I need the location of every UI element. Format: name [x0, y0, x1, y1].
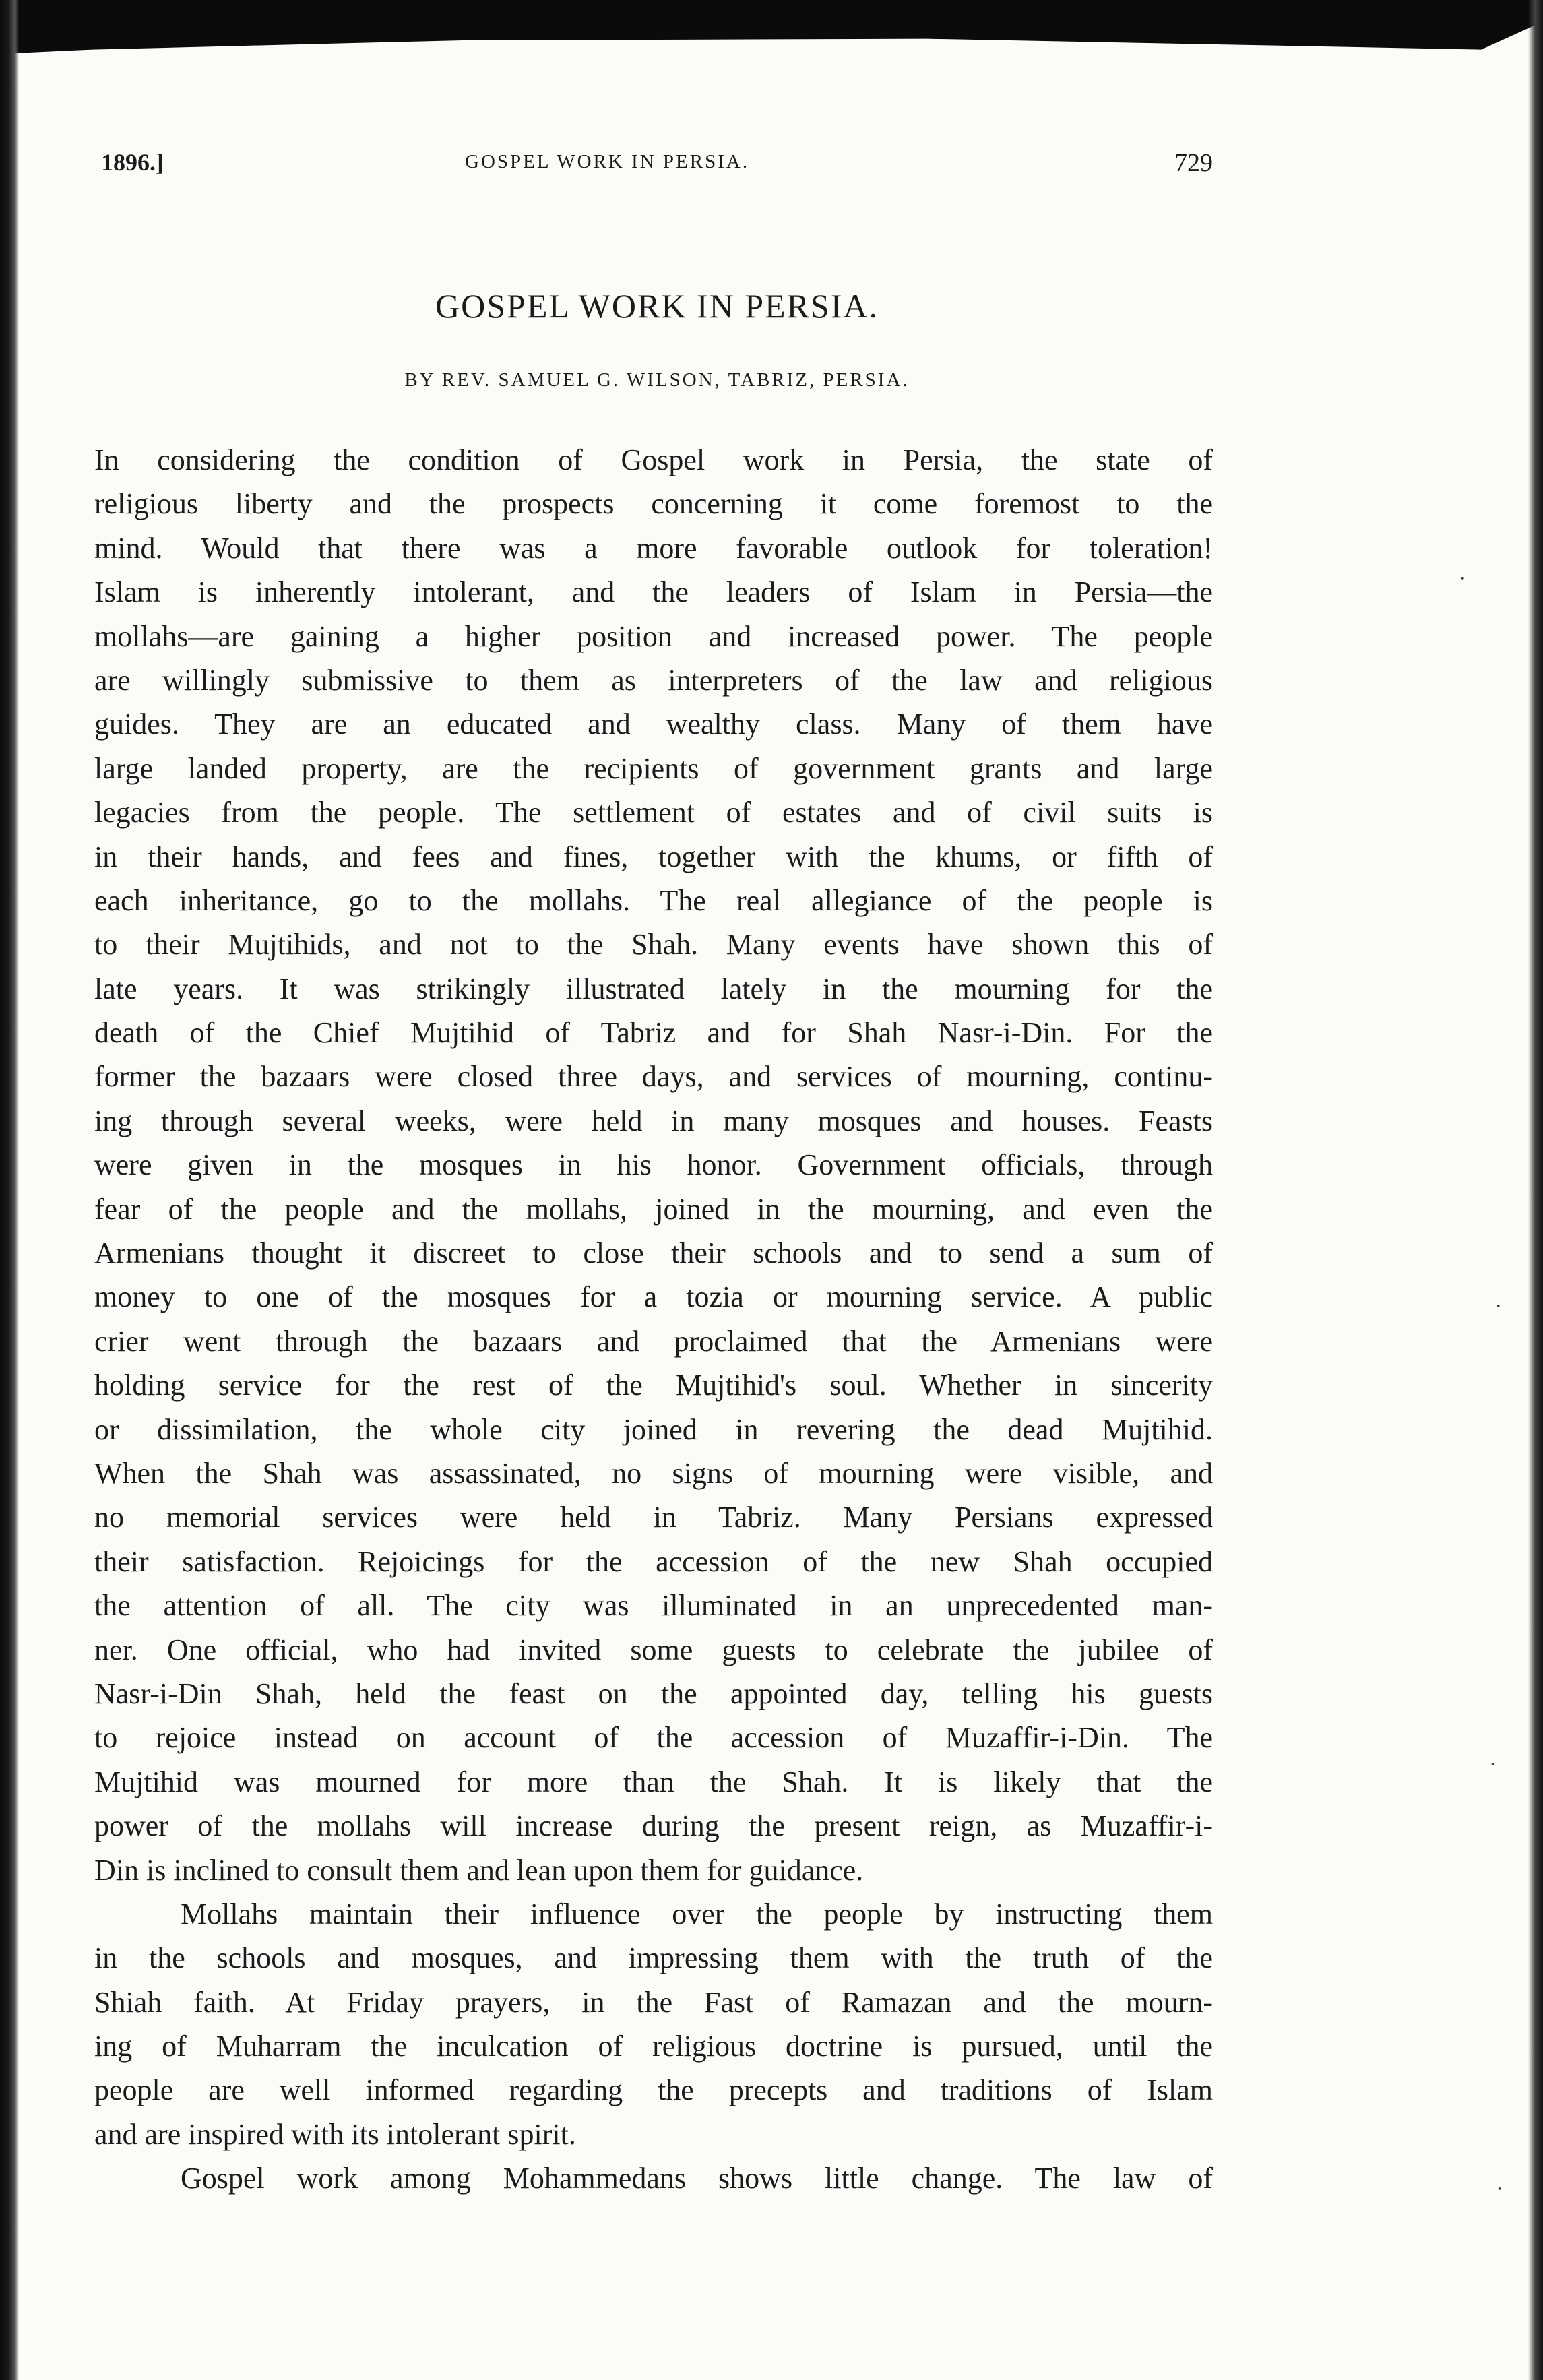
article-title: GOSPEL WORK IN PERSIA.	[435, 287, 879, 325]
text-line: in the schools and mosques, and impressing them with the truth of the	[94, 1941, 1213, 1975]
text-line: large landed property, are the recipients of government grants and large	[94, 751, 1213, 785]
text-line: fear of the people and the mollahs, joined in the mourning, and even the	[94, 1192, 1213, 1226]
running-header	[101, 148, 1213, 195]
text-line: Nasr-i-Din Shah, held the feast on the appointed day, telling his guests	[94, 1677, 1213, 1710]
header-running-title: GOSPEL WORK IN PERSIA.	[465, 151, 750, 173]
text-line: crier went through the bazaars and proclaimed that the Armenians were	[94, 1324, 1213, 1358]
text-line: death of the Chief Mujtihid of Tabriz and for Shah Nasr-i-Din. For the	[94, 1016, 1213, 1050]
text-line: When the Shah was assassinated, no signs of mourning were visible, and	[94, 1456, 1213, 1490]
text-line: ing of Muharram the inculcation of religious doctrine is pursued, until the	[94, 2030, 1213, 2063]
text-line: Islam is inherently intolerant, and the leaders of Islam in Persia—the	[94, 575, 1213, 609]
text-line: each inheritance, go to the mollahs. The real allegiance of the people is	[94, 883, 1213, 917]
scan-speck: ·	[1489, 1752, 1497, 1777]
text-line: to rejoice instead on account of the accession of Muzaffir-i-Din. The	[94, 1721, 1213, 1755]
text-line: Gospel work among Mohammedans shows little change. The law of	[181, 2162, 1213, 2195]
text-line: Din is inclined to consult them and lean upon them for guidance.	[94, 1853, 864, 1887]
text-line: Mujtihid was mourned for more than the Shah. It is likely that the	[94, 1765, 1213, 1798]
text-line: legacies from the people. The settlement of estates and of civil suits is	[94, 796, 1213, 829]
scan-border-right	[1528, 0, 1543, 2380]
text-line: to their Mujtihids, and not to the Shah. Many events have shown this of	[94, 928, 1213, 962]
text-line: former the bazaars were closed three days, and services of mourning, continu-	[94, 1060, 1213, 1094]
text-line: mollahs—are gaining a higher position and increased power. The people	[94, 619, 1213, 653]
text-line: people are well informed regarding the precepts and traditions of Islam	[94, 2073, 1213, 2107]
text-line: no memorial services were held in Tabriz. Many Persians expressed	[94, 1501, 1213, 1534]
text-line: power of the mollahs will increase during the present reign, as Muzaffir-i-	[94, 1809, 1213, 1843]
text-line: In considering the condition of Gospel work in Persia, the state of	[94, 443, 1213, 476]
text-line: were given in the mosques in his honor. Government officials, through	[94, 1148, 1213, 1182]
text-line: ing through several weeks, were held in many mosques and houses. Feasts	[94, 1104, 1213, 1137]
text-line: ner. One official, who had invited some guests to celebrate the jubilee of	[94, 1633, 1213, 1666]
text-line: in their hands, and fees and fines, together with the khums, or fifth of	[94, 840, 1213, 873]
article-body	[94, 438, 1213, 2201]
text-line: Shiah faith. At Friday prayers, in the Fast of Ramazan and the mourn-	[94, 1985, 1213, 2019]
text-line: guides. They are an educated and wealthy class. Many of them have	[94, 708, 1213, 741]
scan-border-top	[0, 0, 1543, 54]
header-year: 1896.]	[101, 149, 164, 176]
scan-speck: ·	[1494, 1294, 1503, 1319]
scan-border-left	[0, 0, 19, 2380]
text-line: holding service for the rest of the Mujtihid's soul. Whether in sincerity	[94, 1369, 1213, 1402]
page-number: 729	[1174, 149, 1213, 177]
scan-speck: ·	[1459, 566, 1467, 591]
text-line: are willingly submissive to them as interpreters of the law and religious	[94, 663, 1213, 697]
text-line: mind. Would that there was a more favorable outlook for toleration!	[94, 531, 1213, 565]
scan-speck: ·	[1496, 2177, 1504, 2201]
text-line: the attention of all. The city was illuminated in an unprecedented man-	[94, 1589, 1213, 1623]
text-line: and are inspired with its intolerant spirit.	[94, 2117, 576, 2151]
text-line: religious liberty and the prospects concerning it come foremost to the	[94, 487, 1213, 521]
text-line: Armenians thought it discreet to close their schools and to send a sum of	[94, 1236, 1213, 1270]
text-line: or dissimilation, the whole city joined in revering the dead Mujtihid.	[94, 1412, 1213, 1446]
article-byline: BY REV. SAMUEL G. WILSON, TABRIZ, PERSIA.	[404, 369, 910, 391]
text-line: Mollahs maintain their influence over the people by instructing them	[181, 1897, 1213, 1931]
text-line: their satisfaction. Rejoicings for the accession of the new Shah occupied	[94, 1544, 1213, 1578]
text-line: late years. It was strikingly illustrated lately in the mourning for the	[94, 972, 1213, 1005]
text-line: money to one of the mosques for a tozia or mourning service. A public	[94, 1280, 1213, 1314]
